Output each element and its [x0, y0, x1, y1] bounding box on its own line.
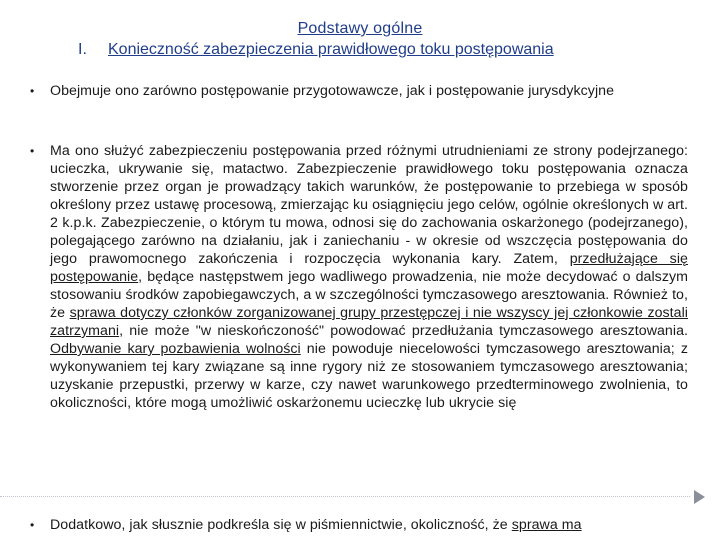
bullet-paragraph-1: Obejmuje ono zarówno postępowanie przygotowawcze, jak i postępowanie jurysdykcyjne	[50, 83, 615, 99]
bullet-paragraph-3	[50, 516, 688, 534]
section-number: I.	[78, 41, 87, 58]
paragraph-text: nie powoduje niecelowości tymczasowego aresztowania; z wykonywaniem tej kary związane są inne rygory niż ze stosowaniem tymczasowego aresztowania; uzyskanie przepustki, przerwy w karze, czy nawet warunkowego przedterminowego zwolnienia, to okoliczności, które mogą umożliwić oskarżonemu ucieczkę lub ukrycie się	[50, 341, 688, 411]
bullet-marker: •	[30, 144, 35, 158]
underlined-phrase: sprawa ma	[511, 517, 582, 533]
paragraph-text: Ma ono służyć zabezpieczeniu postępowania przed różnymi utrudnieniami ze strony podejrzanego: ucieczka, ukrywanie się, matactwo. Zabezpieczenie prawidłowego toku postępowania oznacza stworzenie przez organ je prowadzący takich warunków, że postępowanie to przebiega w sposób określony przez ustawę procesową, zmierzając ku osiągnięciu jego celów, ogólnie określonych w art. 2 k.p.k. Zabezpieczenie, o którym tu mowa, odnosi się do zachowania oskarżonego (podejrzanego), polegającego zarówno na działaniu, jak i zaniechaniu - w okresie od wszczęcia postępowania do jego prawomocnego zakończenia i rozpoczęcia wykonania kary. Zatem,	[50, 143, 688, 267]
title-heading: Podstawy ogólne	[297, 20, 423, 37]
underlined-phrase: przedłużające się postępowanie	[50, 251, 688, 285]
bullet-paragraph-2	[50, 142, 688, 412]
paragraph-text: Dodatkowo, jak słusznie podkreśla się w piśmiennictwie, okoliczność, że	[50, 517, 512, 533]
paragraph-text: , nie może "w nieskończoność" powodować przedłużania tymczasowego aresztowania.	[119, 323, 688, 339]
underlined-phrase: sprawa dotyczy członków zorganizowanej grupy przestępczej i nie wszyscy jej członkowie zostali zatrzymani	[50, 305, 689, 339]
underlined-phrase: Odbywanie kary pozbawienia wolności	[50, 341, 301, 357]
paragraph-text: , będące następstwem jego wadliwego prowadzenia, nie może decydować o dalszym stosowaniu środków zapobiegawczych, a w szczególności tymczasowego aresztowania. Również to, że	[50, 269, 688, 321]
bullet-marker: •	[30, 84, 35, 98]
title-subheading	[78, 41, 554, 59]
section-title: Konieczność zabezpieczenia prawidłowego toku postępowania	[108, 41, 554, 58]
next-slide-arrow-icon	[694, 490, 705, 504]
divider-line	[0, 496, 690, 497]
bullet-marker: •	[30, 518, 35, 532]
